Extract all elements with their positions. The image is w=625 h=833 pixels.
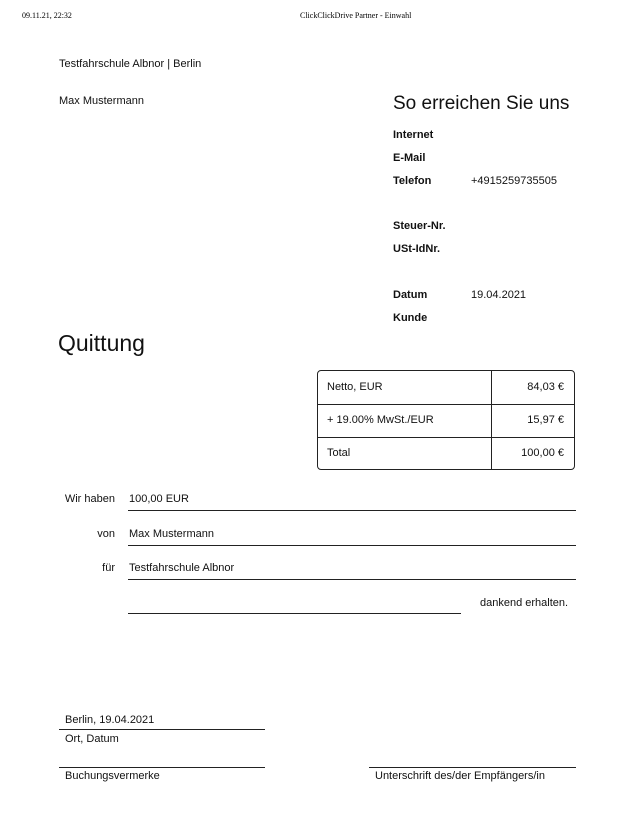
contact-label: USt-IdNr. xyxy=(393,243,441,255)
contact-row-internet xyxy=(393,129,583,145)
contact-label: Kunde xyxy=(393,312,428,324)
contact-row-tax-number xyxy=(393,220,583,236)
contact-row-customer xyxy=(393,312,583,328)
place-date-line xyxy=(59,729,265,730)
contact-label: Internet xyxy=(393,129,434,141)
for-value: Testfahrschule Albnor xyxy=(129,562,235,574)
for-label: für xyxy=(102,562,115,574)
booking-label: Buchungsvermerke xyxy=(65,770,160,782)
contact-label: E-Mail xyxy=(393,152,426,164)
contact-label: Steuer-Nr. xyxy=(393,220,446,232)
sender-line: Testfahrschule Albnor | Berlin xyxy=(59,58,202,70)
for-underline xyxy=(128,579,576,580)
print-page-title: ClickClickDrive Partner - Einwahl xyxy=(300,11,412,20)
row-amount: 84,03 € xyxy=(527,381,564,393)
recipient-name: Max Mustermann xyxy=(59,95,144,107)
recipient-signature-label: Unterschrift des/der Empfängers/in xyxy=(375,770,545,782)
table-row-total xyxy=(318,437,574,470)
contact-label: Telefon xyxy=(393,175,432,187)
received-amount: 100,00 EUR xyxy=(129,493,189,505)
contact-value: +4915259735505 xyxy=(471,175,557,187)
document-title: Quittung xyxy=(58,330,145,356)
print-timestamp: 09.11.21, 22:32 xyxy=(22,11,72,20)
from-underline xyxy=(128,545,576,546)
recipient-signature-line xyxy=(369,767,576,768)
received-underline xyxy=(128,510,576,511)
contact-row-phone xyxy=(393,175,583,191)
contact-label: Datum xyxy=(393,289,428,301)
row-label: Total xyxy=(327,447,351,459)
from-label: von xyxy=(97,528,115,540)
thanks-underline xyxy=(128,613,461,614)
from-value: Max Mustermann xyxy=(129,528,214,540)
row-amount: 100,00 € xyxy=(521,447,564,459)
row-label: + 19.00% MwSt./EUR xyxy=(327,414,434,426)
table-row-net xyxy=(318,371,574,405)
row-amount: 15,97 € xyxy=(527,414,564,426)
place-date-label: Ort, Datum xyxy=(65,733,119,745)
row-label: Netto, EUR xyxy=(327,381,383,393)
contact-row-vat-id xyxy=(393,243,583,259)
booking-line xyxy=(59,767,265,768)
contact-row-email xyxy=(393,152,583,168)
contact-value: 19.04.2021 xyxy=(471,289,527,301)
amount-summary-table xyxy=(317,370,575,470)
received-label: Wir haben xyxy=(64,493,115,505)
contact-row-date xyxy=(393,289,583,305)
table-row-vat xyxy=(318,404,574,438)
contact-title: So erreichen Sie uns xyxy=(393,93,570,114)
place-date-value: Berlin, 19.04.2021 xyxy=(65,714,155,726)
thanks-text: dankend erhalten. xyxy=(480,597,569,609)
